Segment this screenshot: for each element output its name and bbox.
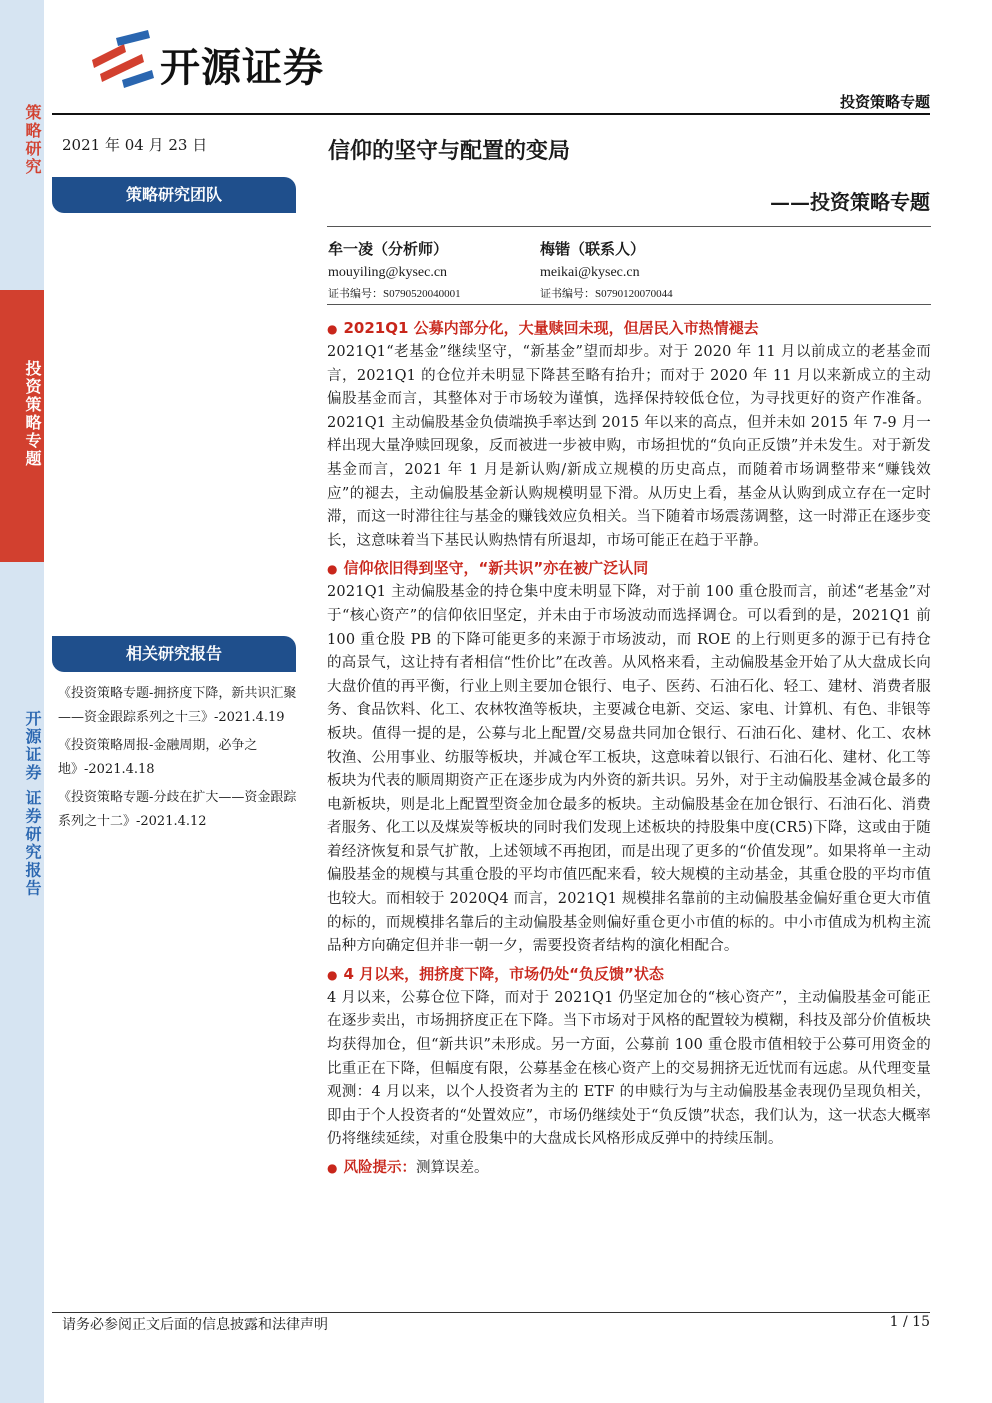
page-number: 1 / 15 (889, 1314, 930, 1330)
author-divider (327, 304, 931, 305)
page-title: 信仰的坚守与配置的变局 (328, 138, 571, 164)
sidebar-label-mid: 投资策略专题 (23, 360, 42, 468)
footer-divider (52, 1312, 930, 1313)
main-content (327, 315, 931, 1180)
footer-disclaimer: 请务必参阅正文后面的信息披露和法律声明 (62, 1317, 328, 1333)
logo-mark-icon (86, 30, 156, 90)
section-paragraph: 2021Q1“老基金”继续坚守，“新基金”望而却步。对于 2020 年 11 月以前成立的老基金而言，2021Q1 的仓位并未明显下降甚至略有抬升；而对于 2020 年 11 月以来新成立的主动偏股基金而言，其整体对于市场较为谨慎，选择保持较低仓位，为寻找更好的资产作准备。2021Q1 主动偏股基金负债端换手率达到 2015 年以来的高点，但并未如 2015 年 7-9 月一样出现大量净赎回现象，反而被进一步被申购，市场担忧的“负向正反馈”并未发生。对于新发基金而言，2021 年 1 月是新认购/新成立规模的历史高点，而随着市场调整带来“赚钱效应”的褪去，主动偏股基金新认购规模明显下滑。从历史上看，基金从认购到成立存在一定时滞，而这一时滞往往与基金的赚钱效应负相关。当下随着市场震荡调整，这一时滞正在逐步变长，这意味着当下基民认购热情有所退却，市场可能正在趋于平静。 (327, 344, 931, 549)
title-divider (327, 226, 931, 227)
author-block-2 (540, 238, 673, 301)
header-category: 投资策略专题 (839, 93, 930, 111)
header-divider (52, 113, 930, 115)
author-email[interactable]: meikai@kysec.cn (540, 265, 640, 280)
section-paragraph: 4 月以来，公募仓位下降，而对于 2021Q1 仍坚定加仓的“核心资产”，主动偏股基金可能正在逐步卖出，市场拥挤度正在下降。当下市场对于风格的配置较为模糊，科技及部分价值板块均获得加仓，但“新共识”未形成。另一方面，公募前 100 重仓股市值相较于公募可用资金的比重正在下降，但幅度有限，公募基金在核心资产上的交易拥挤无近忧而有远虑。从代理变量观测：4 月以来，以个人投资者为主的 ETF 的申赎行为与主动偏股基金表现仍呈现负相关，即由于个人投资者的“处置效应”，市场仍继续处于“负反馈”状态，我们认为，这一状态大概率仍将继续延续，对重仓股集中的大盘成长风格形成反弹中的持续压制。 (327, 989, 931, 1148)
section-heading: ● 2021Q1 公募内部分化，大量赎回未现，但居民入市热情褪去 (327, 317, 931, 340)
author-cert: 证书编号：S0790120070044 (540, 288, 673, 300)
report-date: 2021 年 04 月 23 日 (62, 136, 208, 154)
section-paragraph: 2021Q1 主动偏股基金的持仓集中度未明显下降，对于前 100 重仓股而言，前述“老基金”对于“核心资产”的信仰依旧坚定，并未由于市场波动而选择调仓。可以看到的是，2021Q1 前 100 重仓股 PB 的下降可能更多的来源于市场波动，而 ROE 的上行则更多的源于已有持仓的高景气，这让持有者相信“性价比”在改善。从风格来看，主动偏股基金开始了从大盘成长向大盘价值的再平衡，行业上则主要加仓银行、电子、医药、石油石化、轻工、建材、消费者服务、食品饮料、化工、农林牧渔等板块，主要减仓电新、交运、家电、计算机、有色、非银等板块。值得一提的是，公募与北上配置/交易盘共同加仓银行、石油石化、建材、化工、农林牧渔、公用事业、纺服等板块，并减仓军工板块，这意味着以银行、石油石化、建材、化工等板块为代表的顺周期资产正在逐步成为内外资的新共识。另外，对于主动偏股基金减仓最多的电新板块，则是北上配置型资金加仓最多的板块。主动偏股基金在加仓银行、石油石化、消费者服务、化工以及煤炭等板块的同时我们发现上述板块的持股集中度(CR5)下降，这或由于随着经济恢复和景气扩散，上述领域不再抱团，而是出现了更多的“价值发现”。如果将单一主动偏股基金的规模与其重仓股的平均市值匹配来看，较大规模的主动基金，其重仓股的平均市值也较大。而相较于 2020Q4 而言，2021Q1 规模排名靠前的主动偏股基金偏好重仓更大市值的标的，而规模排名靠后的主动偏股基金则偏好重仓更小市值的标的。中小市值成为机构主流品种方向确定但并非一朝一夕，需要投资者结构的演化相配合。 (327, 584, 931, 955)
section-heading: ● 信仰依旧得到坚守，“新共识”亦在被广泛认同 (327, 557, 931, 580)
risk-note (327, 1156, 931, 1180)
author-name: 梅锴（联系人） (540, 240, 646, 258)
author-email[interactable]: mouyiling@kysec.cn (328, 265, 448, 280)
author-block-1 (328, 238, 461, 301)
risk-text: 测算误差。 (415, 1160, 489, 1176)
page-subtitle: ——投资策略专题 (770, 190, 930, 214)
risk-label: ● 风险提示： (327, 1160, 416, 1176)
related-reports-bar: 相关研究报告 (52, 636, 296, 672)
sidebar-label-bottom: 开源证券 证券研究报告 (23, 710, 42, 898)
sidebar-label-top: 策略研究 (23, 104, 42, 176)
section-heading: ● 4 月以来，拥挤度下降，市场仍处“负反馈”状态 (327, 963, 931, 986)
related-report-link[interactable]: 《投资策略专题-拥挤度下降，新共识汇聚——资金跟踪系列之十三》-2021.4.19 (58, 686, 297, 725)
related-reports-list (58, 682, 306, 838)
author-cert: 证书编号：S0790520040001 (328, 288, 461, 300)
brand-logo (86, 30, 376, 90)
brand-name: 开源证券 (160, 45, 324, 91)
left-sidebar (0, 0, 44, 1403)
team-label-bar: 策略研究团队 (52, 177, 296, 213)
related-report-link[interactable]: 《投资策略专题-分歧在扩大——资金跟踪系列之十二》-2021.4.12 (58, 790, 297, 829)
related-report-link[interactable]: 《投资策略周报-金融周期，必争之地》-2021.4.18 (58, 738, 258, 777)
author-name: 牟一凌（分析师） (328, 240, 449, 258)
